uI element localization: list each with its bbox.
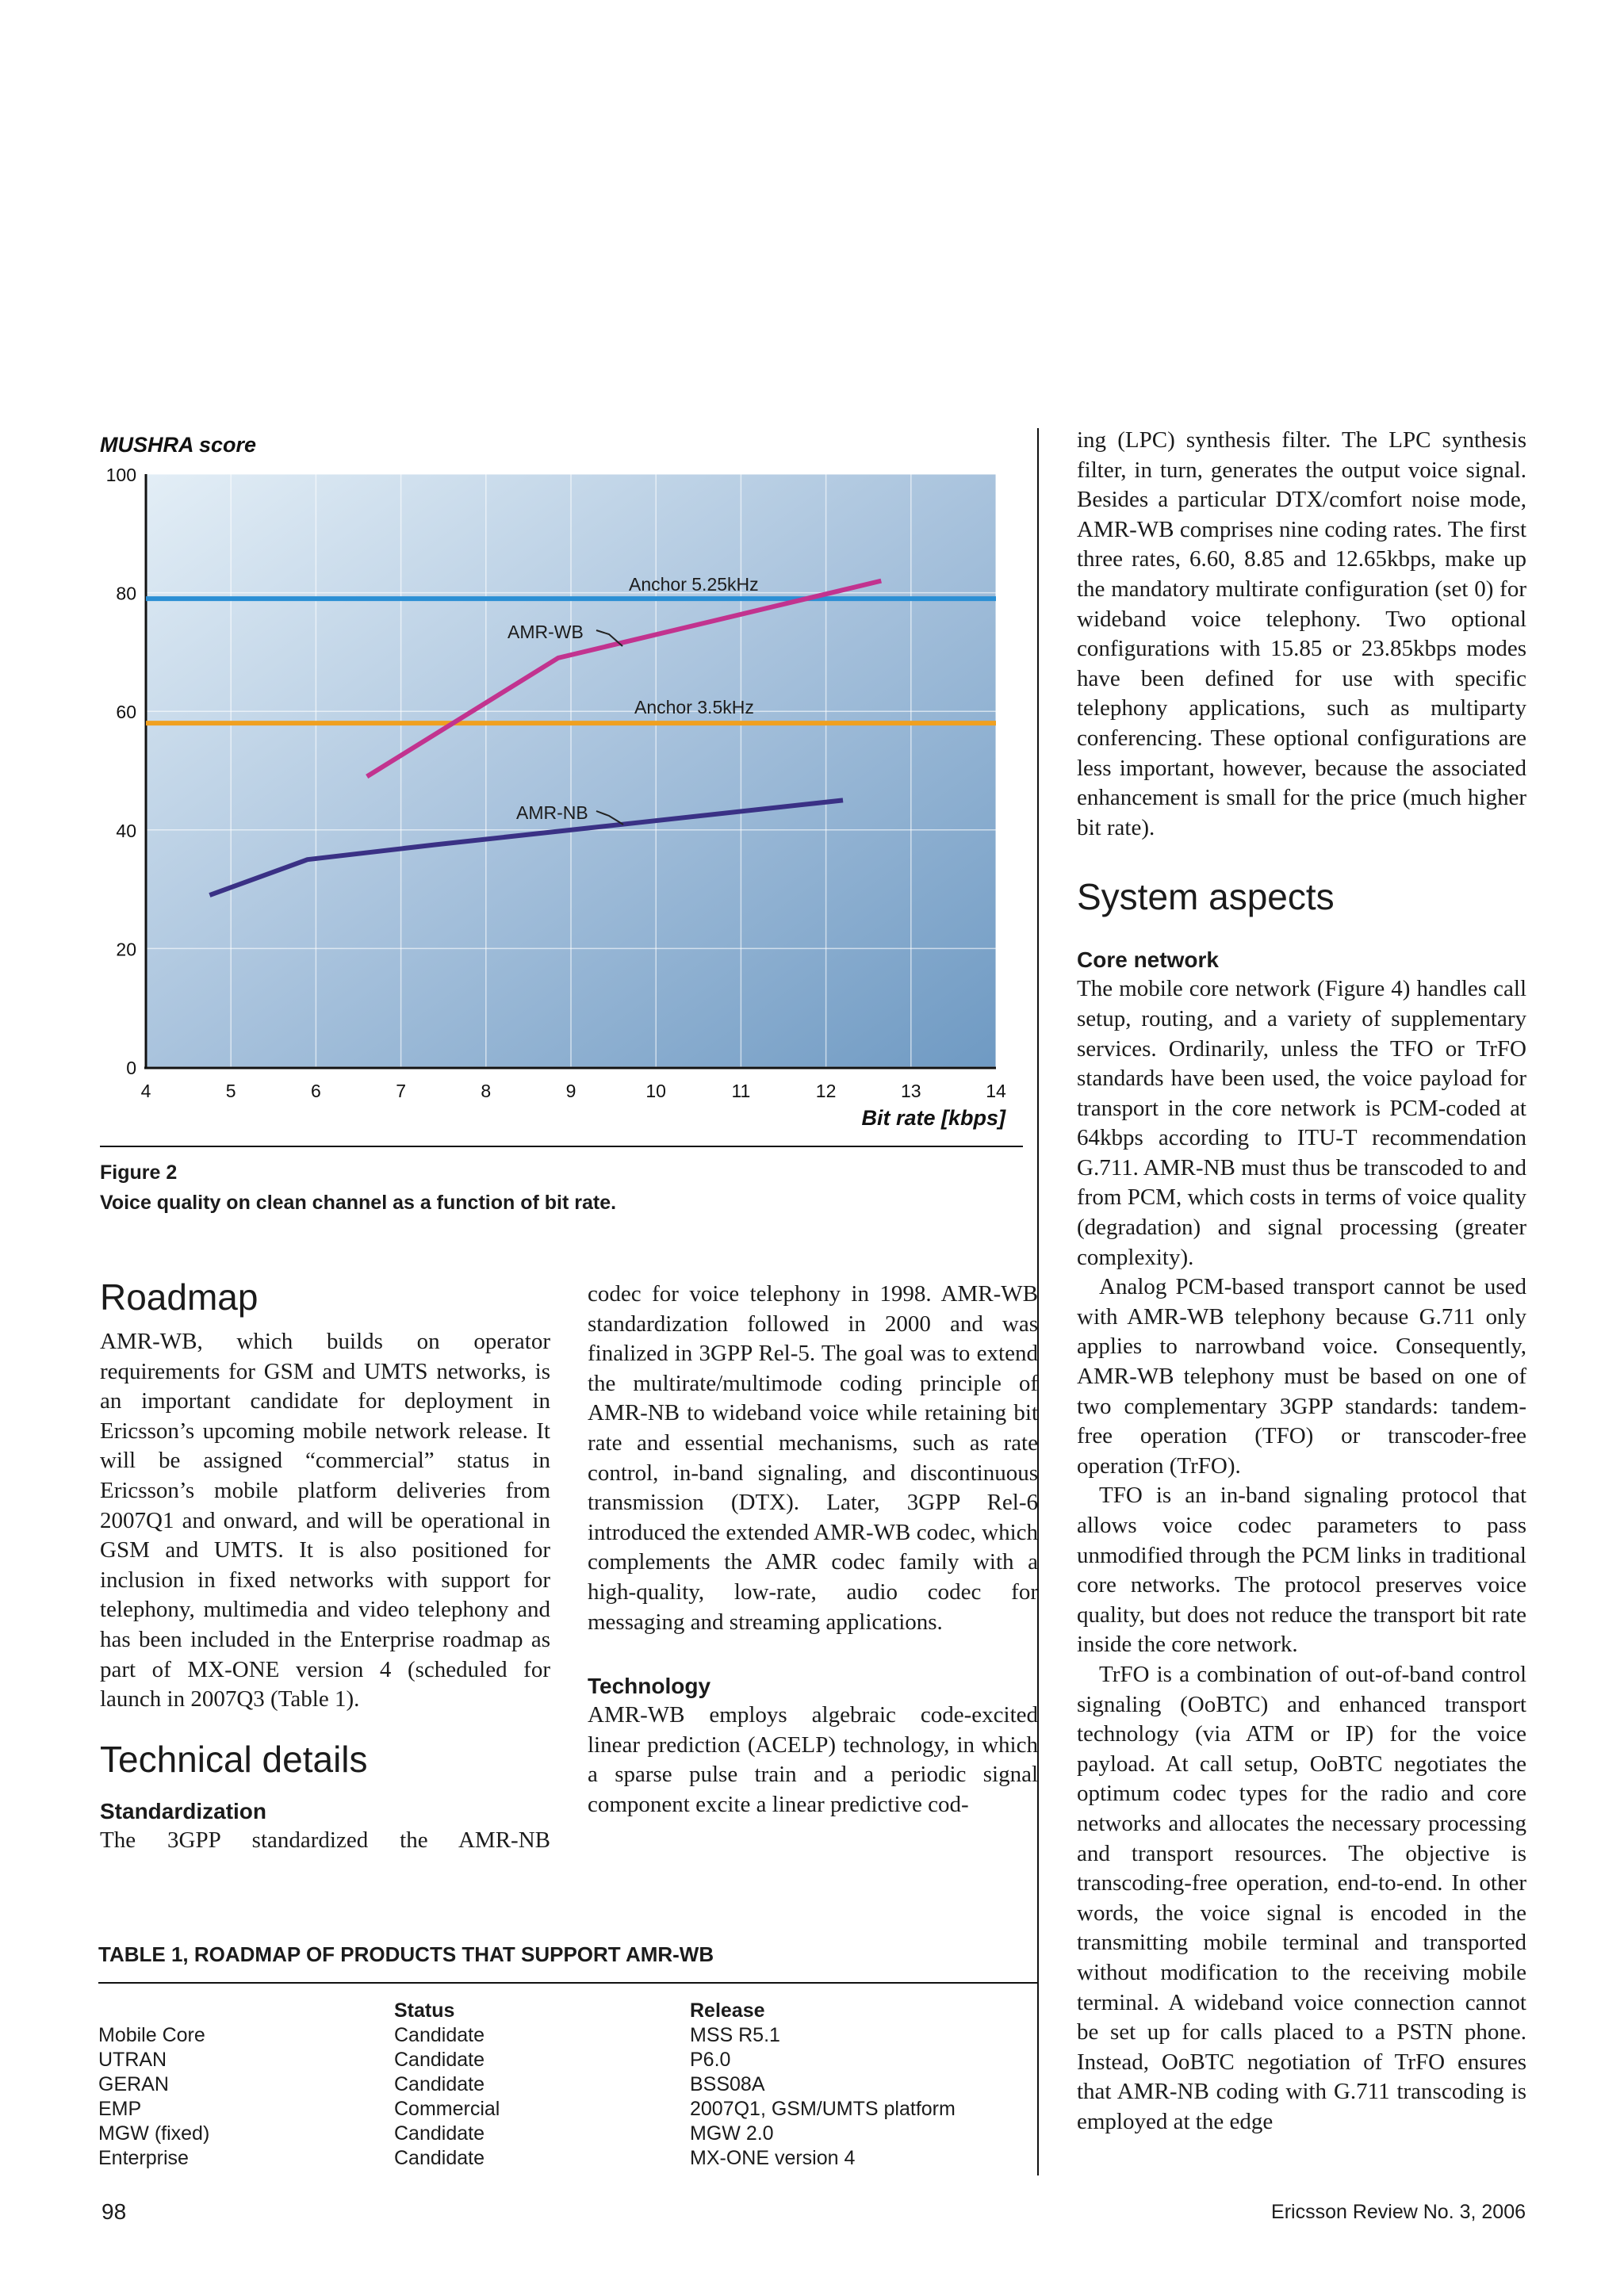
roadmap-paragraph: AMR-WB, which builds on operator requirements for GSM and UMTS networks, is an important candidate for deployment in Ericsson’s upcoming mobile network release. It will be assigned “commercial” status in Ericsson’s mobile platform deliveries from 2007Q1 and onward, and will be operational in GSM and UMTS. It is also positioned for inclusion in fixed networks with support for telephony, multimedia and video telephony and has been included in the Enterprise roadmap as part of MX-ONE version 4 (scheduled for launch in 2007Q3 (Table 1). xyxy=(100,1329,550,1712)
x-tick-label-10: 10 xyxy=(645,1081,666,1101)
table-header-release: Release xyxy=(690,1999,765,2022)
y-tick-label-60: 60 xyxy=(116,702,136,723)
x-tick-label-13: 13 xyxy=(901,1081,921,1101)
table-cell-status: Commercial xyxy=(394,2098,500,2120)
table-row xyxy=(98,2049,1039,2073)
table-cell-product: Enterprise xyxy=(98,2147,189,2169)
table-rule xyxy=(98,1982,1039,1984)
core-network-paragraph-3: TFO is an in-band signaling protocol that allows voice codec parameters to pass unmodified through the PCM links in traditional core networks. The protocol preserves voice quality, but does not reduce the transport bit rate inside the core network. xyxy=(1077,1483,1526,1658)
x-tick-label-9: 9 xyxy=(565,1081,576,1101)
table-cell-status: Candidate xyxy=(394,2147,485,2169)
y-axis-title: MUSHRA score xyxy=(100,433,257,457)
y-tick-label-40: 40 xyxy=(116,820,136,841)
table-cell-release: MX-ONE version 4 xyxy=(690,2147,856,2169)
label-amr-wb: AMR-WB xyxy=(508,622,584,642)
table-cell-status: Candidate xyxy=(394,2049,485,2071)
x-tick-label-8: 8 xyxy=(481,1081,492,1101)
column-divider xyxy=(1037,428,1039,2175)
roadmap-table xyxy=(98,1942,1039,2180)
x-tick-label-7: 7 xyxy=(396,1081,406,1101)
standardization-subheading: Standardization xyxy=(100,1798,267,1823)
technical-details-heading: Technical details xyxy=(100,1738,368,1780)
table-row xyxy=(98,2147,1039,2172)
standardization-paragraph-start: The 3GPP standardized the AMR-NB xyxy=(100,1827,550,1853)
core-network-paragraph-1: The mobile core network (Figure 4) handles call setup, routing, and a variety of supplementary services. Ordinarily, unless the TFO or TrFO standards have been used, the voice payload for transport in the core network is PCM-coded at 64kbps according to ITU-T recommendation G.711. AMR-NB must thus be transcoded to and from PCM, which costs in terms of voice quality (degradation) and signal processing (greater complexity). xyxy=(1077,976,1526,1270)
page-number: 98 xyxy=(102,2199,127,2224)
label-amr-nb: AMR-NB xyxy=(516,802,588,823)
table-cell-status: Candidate xyxy=(394,2073,485,2095)
table-cell-status: Candidate xyxy=(394,2024,485,2046)
table-row xyxy=(98,2073,1039,2098)
table-cell-release: BSS08A xyxy=(690,2073,765,2095)
x-tick-label-12: 12 xyxy=(815,1081,837,1101)
figure-2-chart xyxy=(0,420,1023,1181)
table-title: TABLE 1, ROADMAP OF PRODUCTS THAT SUPPORT AMR-WB xyxy=(98,1942,714,1966)
figure-number: Figure 2 xyxy=(100,1161,178,1184)
table-cell-product: UTRAN xyxy=(98,2049,167,2071)
codec-paragraph-continued: ing (LPC) synthesis filter. The LPC synthesis filter, in turn, generates the output voice signal. Besides a particular DTX/comfort noise mode, AMR-WB comprises nine coding rates. The first three rates, 6.60, 8.85 and 12.65kbps, make up the mandatory multirate configuration (set 0) for wideband voice telephony. Two optional configurations with 15.85 or 23.85kbps modes have been defined for use with specific telephony applications, such as multiparty conferencing. These optional configurations are less important, however, because the associated enhancement is small for the price (much higher bit rate). xyxy=(1077,427,1526,840)
y-axis-ticks xyxy=(106,465,136,1078)
core-network-paragraph-4: TrFO is a combination of out-of-band control signaling (OoBTC) and enhanced transport technology (via ATM or IP) for the voice payload. At call setup, OoBTC negotiates the optimum codec types for the radio and core networks and allocates the necessary processing and transport resources. The objective is transcoding-free operation, end-to-end. In other words, the voice signal is encoded in the transmitting mobile terminal and transported without modification to the receiving mobile terminal. A wideband voice connection cannot be set up for calls placed to a PSTN phone. Instead, OoBTC negotiation of TrFO ensures that AMR-NB coding with G.711 transcoding is employed at the edge xyxy=(1077,1661,1526,2134)
table-row xyxy=(98,2122,1039,2147)
y-tick-label-0: 0 xyxy=(126,1058,136,1078)
table-cell-product: GERAN xyxy=(98,2073,169,2095)
technology-paragraph: AMR-WB employs algebraic code-excited linear prediction (ACELP) technology, in which a sparse pulse train and a periodic signal component excite a linear predictive cod- xyxy=(588,1702,1038,1817)
y-tick-label-100: 100 xyxy=(105,465,136,485)
table-header-row xyxy=(98,1999,1039,2024)
table-header-status: Status xyxy=(394,1999,455,2022)
x-tick-label-5: 5 xyxy=(225,1081,236,1101)
core-network-paragraph-2: Analog PCM-based transport cannot be used with AMR-WB telephony because G.711 only applies to narrowband voice. Consequently, AMR-WB telephony must be based on one of two complementary 3GPP standards: tandem-free operation (TFO) or transcoder-free operation (TrFO). xyxy=(1077,1274,1526,1479)
system-aspects-heading: System aspects xyxy=(1077,876,1335,918)
label-anchor-5-25khz: Anchor 5.25kHz xyxy=(629,574,759,595)
standardization-paragraph-continued: codec for voice telephony in 1998. AMR-WB standardization followed in 2000 and was finalized in 3GPP Rel-5. The goal was to extend the multirate/multimode coding principle of AMR-NB to wideband voice while retaining bit rate and essential mechanisms, such as rate control, in-band signaling, and discontinuous transmission (DTX). Later, 3GPP Rel-6 introduced the extended AMR-WB codec, which complements the AMR codec family with a high-quality, low-rate, audio codec for messaging and streaming applications. xyxy=(588,1281,1038,1635)
technology-subheading: Technology xyxy=(588,1674,711,1699)
table-cell-release: MSS R5.1 xyxy=(690,2024,780,2046)
table-cell-release: P6.0 xyxy=(690,2049,731,2071)
label-anchor-3-5khz: Anchor 3.5kHz xyxy=(634,697,754,718)
y-tick-label-80: 80 xyxy=(116,583,136,604)
x-tick-label-11: 11 xyxy=(731,1081,751,1101)
x-axis-title: Bit rate [kbps] xyxy=(861,1106,1005,1130)
middle-column xyxy=(588,1280,1038,1820)
roadmap-heading: Roadmap xyxy=(100,1276,259,1318)
x-axis-ticks xyxy=(141,1081,1006,1101)
x-tick-label-6: 6 xyxy=(311,1081,321,1101)
core-network-subheading: Core network xyxy=(1077,947,1219,973)
table-cell-product: MGW (fixed) xyxy=(98,2122,210,2145)
y-tick-label-20: 20 xyxy=(116,939,136,960)
publication-footer: Ericsson Review No. 3, 2006 xyxy=(1271,2201,1526,2223)
table-cell-release: 2007Q1, GSM/UMTS platform xyxy=(690,2098,956,2120)
table-row xyxy=(98,2098,1039,2122)
right-column xyxy=(1077,426,1526,2137)
table-cell-product: EMP xyxy=(98,2098,142,2120)
figure-caption xyxy=(100,1158,616,1218)
table-row xyxy=(98,2024,1039,2049)
figure-caption-text: Voice quality on clean channel as a function of bit rate. xyxy=(100,1192,617,1214)
table-cell-status: Candidate xyxy=(394,2122,485,2145)
left-column xyxy=(100,1272,550,1855)
table-cell-product: Mobile Core xyxy=(98,2024,205,2046)
x-tick-label-14: 14 xyxy=(986,1081,1006,1101)
x-tick-label-4: 4 xyxy=(140,1081,151,1101)
table-cell-release: MGW 2.0 xyxy=(690,2122,774,2145)
